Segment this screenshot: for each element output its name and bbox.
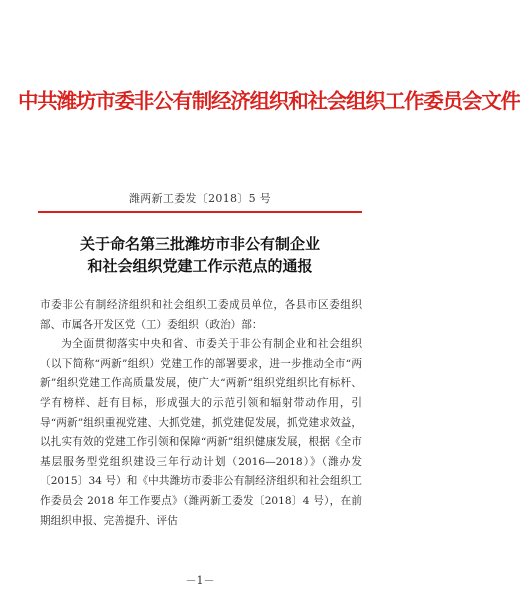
salutation-paragraph: 市委非公有制经济组织和社会组织工委成员单位，各县市区委组织部、市属各开发区党（工）委组织（政治）部：	[40, 299, 362, 331]
document-body	[40, 296, 362, 531]
document-title-line-2: 和社会组织党建工作示范点的通报	[87, 257, 313, 275]
body-paragraph-1: 为全面贯彻落实中央和省、市委关于非公有制企业和社会组织（以下简称“两新”组织）党建工作的部署要求，进一步推动全市“两新”组织党建工作高质量发展，使广大“两新”组织党组织比有标杆、学有榜样、赶有目标，形成强大的示范引领和辐射带动作用，引导“两新”组织重视党建、大抓党建，抓党建促发展，抓党建求效益，以扎实有效的党建工作引领和保障“两新”组织健康发展，根据《全市基层服务型党组织建设三年行动计划（2016—2018）》（潍办发〔2015〕34 号）和《中共潍坊市委非公有制经济组织和社会组织工作委员会 2018 年工作要点》（潍两新工委发〔2018〕4 号），在前期组织申报、完善提升、评估	[40, 338, 362, 527]
red-document-header: 中共潍坊市委非公有制经济组织和社会组织工作委员会文件	[18, 89, 520, 113]
document-title	[40, 233, 360, 277]
page-number: －1－	[185, 574, 215, 587]
document-number: 潍两新工委发〔2018〕5 号	[129, 192, 271, 205]
document-title-line-1: 关于命名第三批潍坊市非公有制企业	[79, 235, 320, 253]
red-divider-line	[38, 211, 362, 213]
